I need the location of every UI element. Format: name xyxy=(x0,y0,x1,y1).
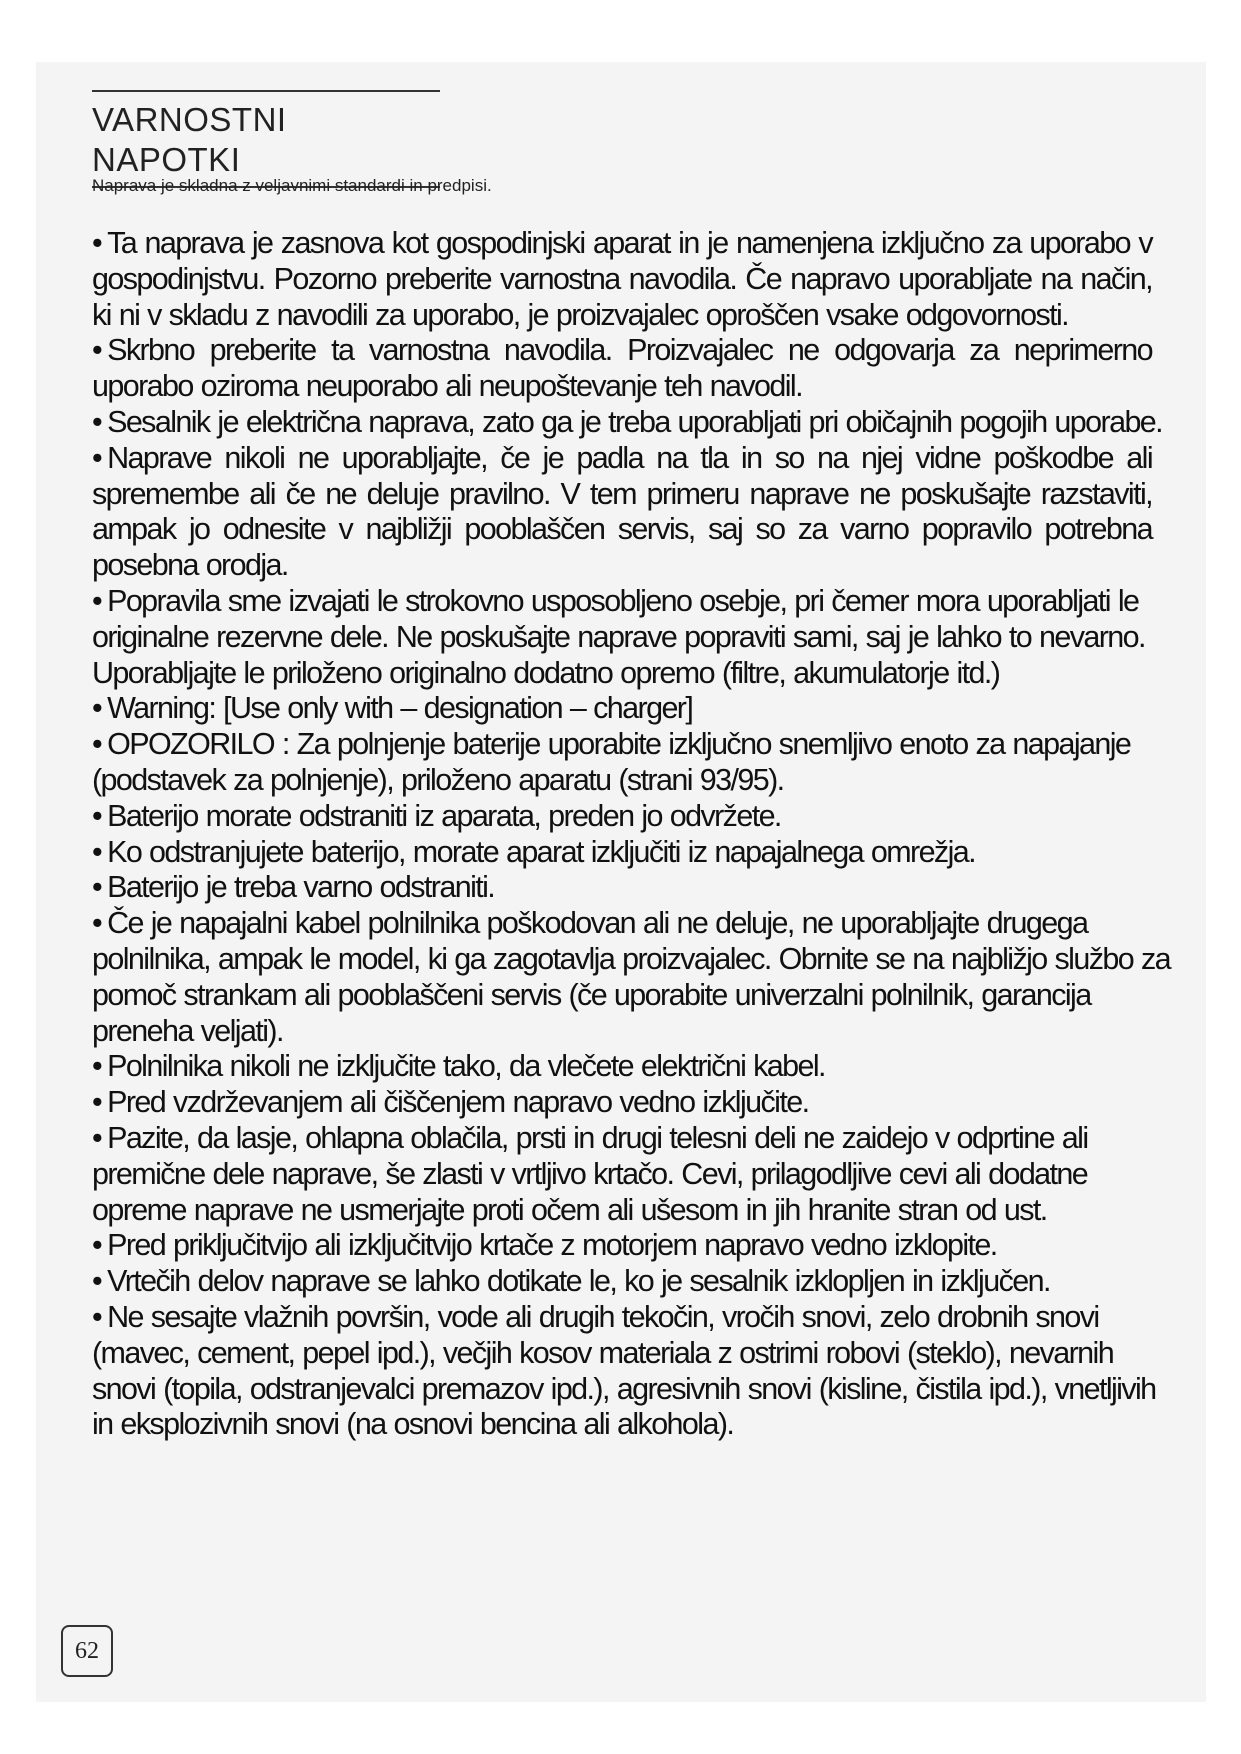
list-item xyxy=(92,1300,1172,1443)
bullet-icon: • xyxy=(92,870,102,905)
list-item-text: Warning: [Use only with – designation – charger] xyxy=(107,691,693,726)
bullet-icon: • xyxy=(92,798,102,833)
list-item xyxy=(92,226,1152,333)
list-item-text: Skrbno preberite ta varnostna navodila. Proizvajalec ne odgovarja za neprimerno uporabo oziroma neuporabo ali neupoštevanje teh navodil. xyxy=(92,333,1152,404)
list-item xyxy=(92,691,1172,727)
section-heading-block xyxy=(92,90,440,188)
bullet-icon: • xyxy=(92,333,102,368)
bullet-icon: • xyxy=(92,1228,102,1263)
list-item xyxy=(92,1085,1172,1121)
section-heading: VARNOSTNI NAPOTKI xyxy=(92,101,287,178)
list-item xyxy=(92,584,1172,691)
list-item-text: Pazite, da lasje, ohlapna oblačila, prsti in drugi telesni deli ne zaidejo v odprtine ali premične dele naprave, še zlasti v vrtljivo krtačo. Cevi, prilagodljive cevi ali dodatne opreme naprave ne usmerjajte proti očem ali ušesom in jih hranite stran od ust. xyxy=(92,1120,1088,1227)
bullet-icon: • xyxy=(92,1264,102,1299)
list-item xyxy=(92,799,1172,835)
bullet-icon: • xyxy=(92,727,102,762)
bullet-icon: • xyxy=(92,834,102,869)
list-item xyxy=(92,727,1172,799)
list-item xyxy=(92,1264,1172,1300)
list-item-text: Pred vzdrževanjem ali čiščenjem napravo vedno izključite. xyxy=(107,1085,809,1120)
intro-text: Naprava je skladna z veljavnimi standardi in predpisi. xyxy=(92,176,492,195)
list-item-text: Naprave nikoli ne uporabljajte, če je padla na tla in so na njej vidne poškodbe ali spremembe ali če ne deluje pravilno. V tem primeru naprave ne poskušajte razstaviti, ampak jo odnesite v najbližji pooblaščen servis, saj so za varno popravilo potrebna posebna orodja. xyxy=(92,440,1152,583)
list-item-text: Vrtečih delov naprave se lahko dotikate le, ko je sesalnik izklopljen in izključen. xyxy=(107,1264,1050,1299)
list-item xyxy=(92,906,1172,1049)
list-item xyxy=(92,441,1152,584)
safety-instructions-list xyxy=(92,226,1172,1443)
list-item-text: Pred priključitvijo ali izključitvijo krtače z motorjem napravo vedno izklopite. xyxy=(107,1228,997,1263)
bullet-icon: • xyxy=(92,691,102,726)
bullet-icon: • xyxy=(92,1049,102,1084)
list-item-text: Ne sesajte vlažnih površin, vode ali drugih tekočin, vročih snovi, zelo drobnih snovi (mavec, cement, pepel ipd.), večjih kosov materiala z ostrimi robovi (steklo), nevarnih snovi (topila, odstranjevalci premazov ipd.), agresivnih snovi (kisline, čistila ipd.), vnetljivih in eksplozivnih snovi (na osnovi bencina ali alkohola). xyxy=(92,1299,1156,1442)
list-item xyxy=(92,835,1172,871)
bullet-icon: • xyxy=(92,440,102,475)
bullet-icon: • xyxy=(92,906,102,941)
list-item-text: Baterijo je treba varno odstraniti. xyxy=(107,870,495,905)
list-item-text: Baterijo morate odstraniti iz aparata, preden jo odvržete. xyxy=(107,798,781,833)
list-item-text: OPOZORILO : Za polnjenje baterije uporabite izključno snemljivo enoto za napajanje (podstavek za polnjenje), priloženo aparatu (strani 93/95). xyxy=(92,727,1131,797)
list-item-text: Sesalnik je električna naprava, zato ga je treba uporabljati pri običajnih pogojih uporabe. xyxy=(107,404,1163,439)
list-item xyxy=(92,870,1172,906)
list-item xyxy=(92,1049,1172,1085)
list-item-text: Popravila sme izvajati le strokovno usposobljeno osebje, pri čemer mora uporabljati le originalne rezervne dele. Ne poskušajte naprave popraviti sami, saj je lahko to nevarno. Uporabljajte le priloženo originalno dodatno opremo (filtre, akumulatorje itd.) xyxy=(92,583,1145,690)
list-item xyxy=(92,1121,1172,1228)
bullet-icon: • xyxy=(92,1120,102,1155)
list-item xyxy=(92,333,1152,405)
list-item xyxy=(92,1228,1172,1264)
list-item-text: Če je napajalni kabel polnilnika poškodovan ali ne deluje, ne uporabljajte drugega polnilnika, ampak le model, ki ga zagotavlja proizvajalec. Obrnite se na najbližjo službo za pomoč strankam ali pooblaščeni servis (če uporabite univerzalni polnilnik, garancija preneha veljati). xyxy=(92,906,1170,1048)
list-item-text: Polnilnika nikoli ne izključite tako, da vlečete električni kabel. xyxy=(107,1049,825,1084)
bullet-icon: • xyxy=(92,1299,102,1334)
list-item-text: Ko odstranjujete baterijo, morate aparat izključiti iz napajalnega omrežja. xyxy=(107,834,975,869)
list-item xyxy=(92,405,1172,441)
bullet-icon: • xyxy=(92,1085,102,1120)
bullet-icon: • xyxy=(92,583,102,618)
bullet-icon: • xyxy=(92,404,102,439)
page-number: 62 xyxy=(61,1625,113,1677)
bullet-icon: • xyxy=(92,226,102,260)
list-item-text: Ta naprava je zasnova kot gospodinjski aparat in je namenjena izključno za uporabo v gospodinjstvu. Pozorno preberite varnostna navodila. Če napravo uporabljate na način, ki ni v skladu z navodili za uporabo, je proizvajalec oproščen vsake odgovornosti. xyxy=(92,226,1152,332)
